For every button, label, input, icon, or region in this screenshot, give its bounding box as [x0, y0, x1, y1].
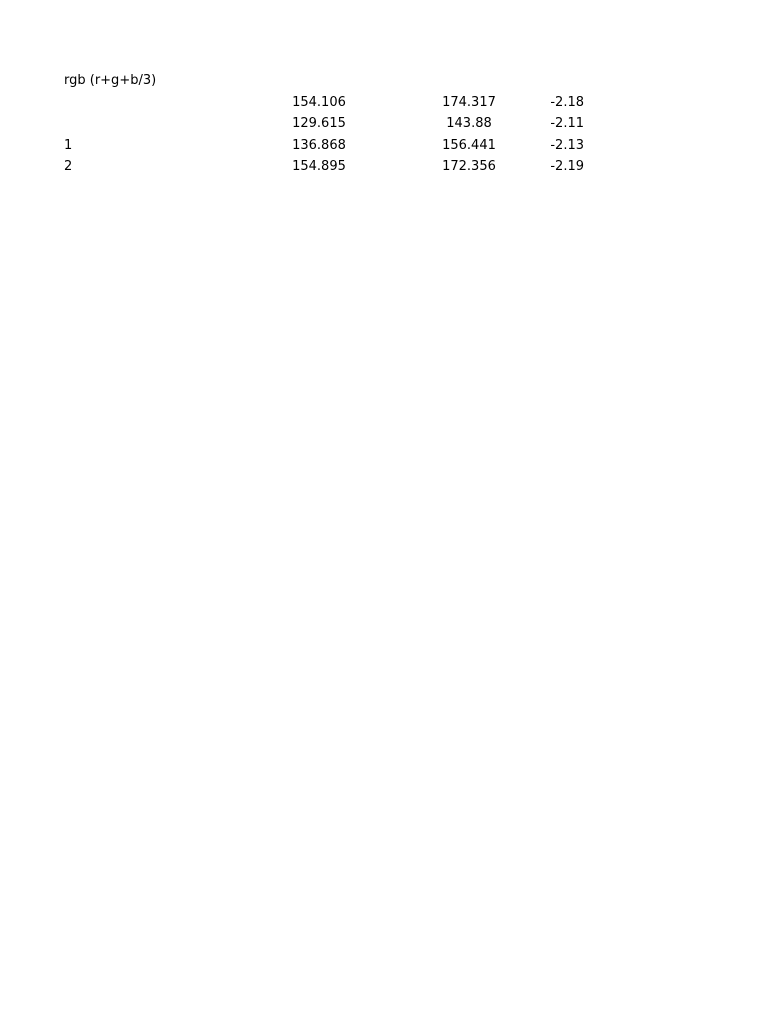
row-label-cell[interactable]	[64, 113, 244, 135]
header-row	[64, 70, 584, 92]
table-row	[64, 135, 584, 157]
table-row	[64, 92, 584, 114]
value-cell[interactable]: -2.18	[550, 94, 584, 110]
value-cell[interactable]: 154.106	[292, 94, 346, 110]
row-label-cell[interactable]: 2	[64, 159, 73, 174]
value-cell[interactable]: 136.868	[292, 137, 346, 153]
header-cell-col2[interactable]	[244, 70, 394, 92]
header-cell-col4[interactable]	[544, 70, 584, 92]
value-cell[interactable]: 129.615	[292, 116, 346, 131]
header-cell-rgb[interactable]: rgb (r+g+b/3)	[64, 73, 157, 88]
value-cell[interactable]: 174.317	[442, 94, 496, 110]
table-row	[64, 156, 584, 178]
value-cell[interactable]: 172.356	[442, 159, 496, 174]
row-label-cell[interactable]: 1	[64, 137, 73, 153]
header-cell-col3[interactable]	[394, 70, 544, 92]
value-cell[interactable]: 156.441	[442, 137, 496, 153]
value-cell[interactable]: -2.13	[550, 137, 584, 153]
table-row	[64, 113, 584, 135]
value-cell[interactable]: -2.19	[550, 159, 584, 174]
value-cell[interactable]: -2.11	[550, 116, 584, 131]
data-table	[64, 70, 584, 178]
value-cell[interactable]: 143.88	[446, 116, 492, 131]
row-label-cell[interactable]	[64, 92, 244, 114]
value-cell[interactable]: 154.895	[292, 159, 346, 174]
